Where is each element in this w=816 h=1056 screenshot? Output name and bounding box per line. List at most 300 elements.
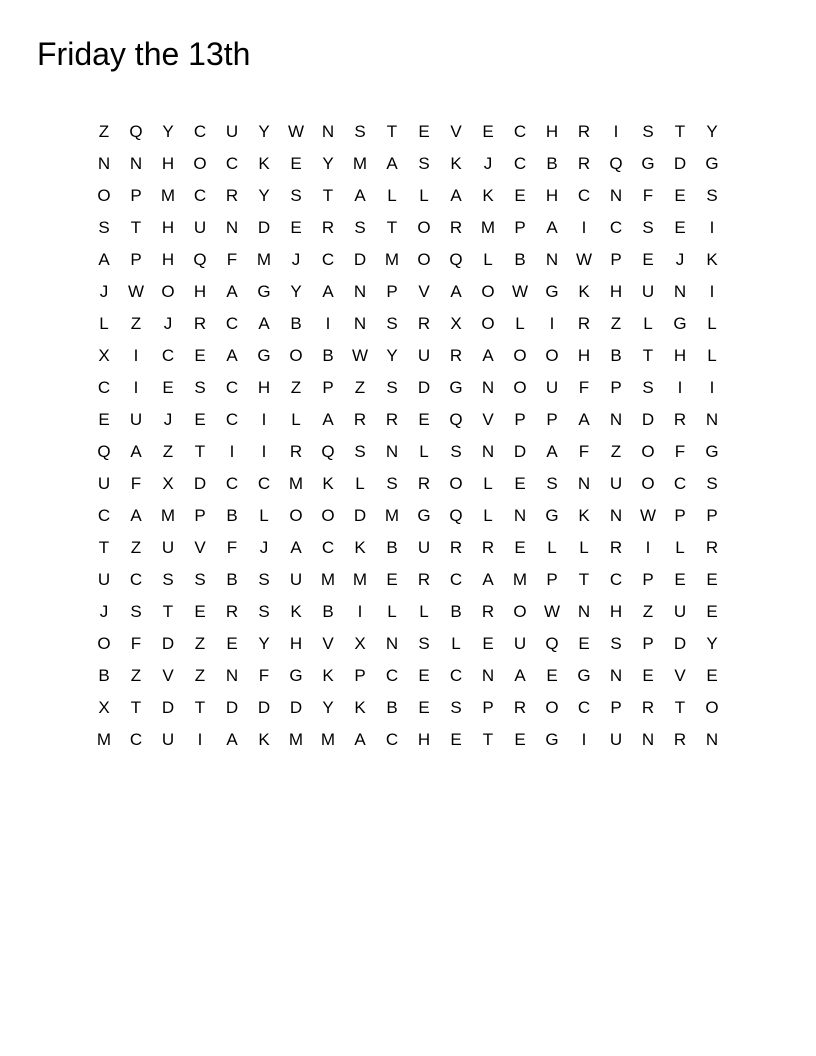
grid-letter: B xyxy=(386,537,398,557)
grid-letter: E xyxy=(194,409,206,429)
grid-letter: S xyxy=(130,601,142,621)
grid-letter: V xyxy=(322,633,334,653)
grid-letter: G xyxy=(705,441,719,461)
grid-letter: Q xyxy=(609,153,623,173)
grid-letter: S xyxy=(354,441,366,461)
grid-letter: M xyxy=(256,249,272,269)
grid-letter: E xyxy=(98,409,110,429)
grid-letter: C xyxy=(609,217,623,237)
grid-letter: A xyxy=(226,729,238,749)
grid-letter: H xyxy=(417,729,431,749)
grid-letter: M xyxy=(96,729,112,749)
grid-letter: E xyxy=(482,121,494,141)
grid-letter: M xyxy=(352,569,368,589)
grid-letter: E xyxy=(226,633,238,653)
grid-letter: T xyxy=(130,697,142,717)
grid-letter: D xyxy=(161,697,175,717)
grid-letter: R xyxy=(609,537,623,557)
grid-letter: A xyxy=(450,281,462,301)
grid-letter: M xyxy=(320,569,336,589)
page-title: Friday the 13th xyxy=(37,36,251,72)
grid-letter: K xyxy=(322,665,334,685)
grid-letter: O xyxy=(97,633,111,653)
grid-letter: K xyxy=(578,281,590,301)
grid-letter: Y xyxy=(386,345,398,365)
grid-letter: C xyxy=(449,569,463,589)
grid-letter: J xyxy=(259,537,269,557)
grid-letter: U xyxy=(161,537,175,557)
grid-letter: C xyxy=(577,697,591,717)
grid-letter: L xyxy=(579,537,589,557)
grid-letter: U xyxy=(545,377,559,397)
grid-letter: N xyxy=(481,665,495,685)
grid-letter: I xyxy=(677,377,683,397)
grid-letter: E xyxy=(290,217,302,237)
grid-letter: G xyxy=(641,153,655,173)
grid-letter: A xyxy=(578,409,590,429)
grid-letter: U xyxy=(417,345,431,365)
grid-letter: S xyxy=(642,377,654,397)
grid-letter: U xyxy=(641,281,655,301)
grid-letter: T xyxy=(674,697,686,717)
grid-letter: E xyxy=(418,121,430,141)
grid-letter: T xyxy=(642,345,654,365)
grid-letter: P xyxy=(706,505,718,525)
grid-letter: M xyxy=(160,185,176,205)
grid-letter: I xyxy=(325,313,331,333)
grid-letter: R xyxy=(449,217,463,237)
grid-letter: C xyxy=(673,473,687,493)
grid-letter: S xyxy=(418,633,430,653)
grid-letter: J xyxy=(675,249,685,269)
grid-letter: I xyxy=(197,729,203,749)
grid-letter: Z xyxy=(610,313,622,333)
grid-letter: R xyxy=(481,537,495,557)
grid-letter: N xyxy=(705,409,719,429)
grid-letter: E xyxy=(194,601,206,621)
grid-letter: E xyxy=(578,633,590,653)
grid-letter: E xyxy=(674,185,686,205)
grid-letter: B xyxy=(322,601,334,621)
grid-letter: S xyxy=(386,377,398,397)
grid-letter: E xyxy=(514,537,526,557)
grid-letter: O xyxy=(641,473,655,493)
grid-letter: G xyxy=(289,665,303,685)
grid-letter: E xyxy=(514,729,526,749)
grid-letter: L xyxy=(355,473,365,493)
grid-letter: E xyxy=(706,569,718,589)
grid-letter: J xyxy=(483,153,493,173)
grid-letter: P xyxy=(610,249,622,269)
grid-letter: S xyxy=(706,185,718,205)
grid-letter: O xyxy=(289,345,303,365)
grid-letter: N xyxy=(321,121,335,141)
grid-letter: R xyxy=(673,409,687,429)
grid-letter: D xyxy=(353,505,367,525)
grid-letter: N xyxy=(577,601,591,621)
grid-letter: G xyxy=(449,377,463,397)
grid-letter: Y xyxy=(162,121,174,141)
grid-letter: S xyxy=(258,601,270,621)
grid-letter: P xyxy=(322,377,334,397)
grid-letter: R xyxy=(673,729,687,749)
grid-letter: N xyxy=(577,473,591,493)
grid-letter: N xyxy=(513,505,527,525)
grid-letter: I xyxy=(709,217,715,237)
grid-letter: U xyxy=(609,473,623,493)
grid-letter: L xyxy=(259,505,269,525)
grid-letter: O xyxy=(417,217,431,237)
grid-letter: U xyxy=(129,409,143,429)
grid-letter: R xyxy=(481,601,495,621)
grid-letter: L xyxy=(419,185,429,205)
grid-letter: R xyxy=(577,153,591,173)
grid-letter: F xyxy=(674,441,686,461)
grid-letter: S xyxy=(194,377,206,397)
grid-letter: J xyxy=(99,281,109,301)
grid-letter: I xyxy=(133,345,139,365)
grid-letter: U xyxy=(673,601,687,621)
grid-letter: D xyxy=(289,697,303,717)
grid-letter: Z xyxy=(642,601,654,621)
grid-letter: C xyxy=(513,121,527,141)
grid-letter: C xyxy=(129,569,143,589)
grid-letter: T xyxy=(162,601,174,621)
grid-letter: M xyxy=(288,729,304,749)
grid-letter: Y xyxy=(258,633,270,653)
grid-letter: A xyxy=(258,313,270,333)
grid-letter: G xyxy=(673,313,687,333)
grid-letter: C xyxy=(449,665,463,685)
grid-letter: Q xyxy=(129,121,143,141)
grid-letter: V xyxy=(674,665,686,685)
grid-letter: R xyxy=(705,537,719,557)
grid-letter: C xyxy=(225,409,239,429)
grid-letter: D xyxy=(353,249,367,269)
grid-letter: E xyxy=(418,409,430,429)
grid-letter: A xyxy=(354,729,366,749)
grid-letter: S xyxy=(162,569,174,589)
grid-letter: Y xyxy=(706,633,718,653)
grid-letter: P xyxy=(546,569,558,589)
grid-letter: S xyxy=(194,569,206,589)
grid-letter: C xyxy=(129,729,143,749)
grid-letter: R xyxy=(417,473,431,493)
grid-letter: C xyxy=(161,345,175,365)
grid-letter: S xyxy=(642,217,654,237)
grid-letter: S xyxy=(642,121,654,141)
grid-letter: L xyxy=(419,441,429,461)
grid-letter: H xyxy=(257,377,271,397)
grid-letter: T xyxy=(130,217,142,237)
grid-letter: K xyxy=(354,537,366,557)
grid-letter: A xyxy=(514,665,526,685)
grid-letter: Z xyxy=(162,441,174,461)
grid-letter: T xyxy=(98,537,110,557)
grid-letter: C xyxy=(321,537,335,557)
grid-letter: P xyxy=(674,505,686,525)
grid-letter: Q xyxy=(449,409,463,429)
grid-letter: B xyxy=(98,665,110,685)
grid-letter: D xyxy=(673,153,687,173)
grid-letter: N xyxy=(609,665,623,685)
grid-letter: U xyxy=(97,569,111,589)
grid-letter: R xyxy=(225,601,239,621)
grid-letter: B xyxy=(226,505,238,525)
grid-letter: E xyxy=(514,185,526,205)
grid-letter: C xyxy=(257,473,271,493)
grid-letter: S xyxy=(354,121,366,141)
grid-letter: J xyxy=(163,313,173,333)
grid-letter: O xyxy=(545,345,559,365)
grid-letter: B xyxy=(610,345,622,365)
grid-letter: Q xyxy=(545,633,559,653)
grid-letter: O xyxy=(449,473,463,493)
grid-letter: F xyxy=(130,633,142,653)
grid-letter: I xyxy=(261,441,267,461)
grid-letter: Q xyxy=(193,249,207,269)
grid-letter: O xyxy=(513,377,527,397)
grid-letter: R xyxy=(641,697,655,717)
grid-letter: M xyxy=(288,473,304,493)
grid-letter: M xyxy=(320,729,336,749)
grid-letter: A xyxy=(386,153,398,173)
grid-letter: T xyxy=(386,121,398,141)
grid-letter: C xyxy=(225,313,239,333)
grid-letter: Y xyxy=(290,281,302,301)
grid-letter: K xyxy=(258,729,270,749)
grid-letter: N xyxy=(609,409,623,429)
grid-letter: K xyxy=(578,505,590,525)
grid-letter: O xyxy=(481,281,495,301)
grid-letter: N xyxy=(225,217,239,237)
grid-letter: P xyxy=(642,633,654,653)
grid-letter: S xyxy=(610,633,622,653)
grid-letter: A xyxy=(450,185,462,205)
grid-letter: D xyxy=(673,633,687,653)
grid-letter: A xyxy=(322,281,334,301)
grid-letter: C xyxy=(385,729,399,749)
grid-letter: B xyxy=(290,313,302,333)
grid-letter: C xyxy=(225,153,239,173)
grid-letter: P xyxy=(130,185,142,205)
grid-letter: Z xyxy=(290,377,302,397)
grid-letter: S xyxy=(450,441,462,461)
grid-letter: O xyxy=(97,185,111,205)
grid-letter: T xyxy=(322,185,334,205)
grid-letter: G xyxy=(257,345,271,365)
grid-letter: K xyxy=(482,185,494,205)
grid-letter: P xyxy=(546,409,558,429)
grid-letter: N xyxy=(353,313,367,333)
grid-letter: G xyxy=(577,665,591,685)
grid-letter: N xyxy=(609,185,623,205)
grid-letter: R xyxy=(449,345,463,365)
grid-letter: A xyxy=(482,569,494,589)
grid-letter: P xyxy=(482,697,494,717)
grid-letter: N xyxy=(641,729,655,749)
grid-letter: U xyxy=(513,633,527,653)
grid-letter: V xyxy=(418,281,430,301)
grid-letter: O xyxy=(161,281,175,301)
grid-letter: N xyxy=(673,281,687,301)
grid-letter: U xyxy=(417,537,431,557)
grid-letter: O xyxy=(417,249,431,269)
grid-letter: I xyxy=(549,313,555,333)
grid-letter: B xyxy=(450,601,462,621)
grid-letter: O xyxy=(289,505,303,525)
grid-letter: D xyxy=(257,217,271,237)
grid-letter: C xyxy=(513,153,527,173)
grid-letter: N xyxy=(385,441,399,461)
grid-letter: Q xyxy=(321,441,335,461)
grid-letter: L xyxy=(451,633,461,653)
grid-letter: B xyxy=(386,697,398,717)
grid-letter: S xyxy=(450,697,462,717)
grid-letter: T xyxy=(386,217,398,237)
grid-letter: L xyxy=(387,601,397,621)
grid-letter: B xyxy=(322,345,334,365)
grid-letter: N xyxy=(353,281,367,301)
grid-letter: P xyxy=(130,249,142,269)
grid-letter: M xyxy=(512,569,528,589)
grid-letter: Z xyxy=(610,441,622,461)
grid-letter: S xyxy=(386,473,398,493)
grid-letter: O xyxy=(513,601,527,621)
grid-letter: X xyxy=(98,697,110,717)
grid-letter: J xyxy=(163,409,173,429)
grid-letter: V xyxy=(450,121,462,141)
grid-letter: Y xyxy=(706,121,718,141)
grid-letter: E xyxy=(706,601,718,621)
grid-letter: Y xyxy=(258,121,270,141)
grid-letter: K xyxy=(354,697,366,717)
grid-letter: R xyxy=(417,313,431,333)
grid-letter: F xyxy=(258,665,270,685)
grid-letter: T xyxy=(578,569,590,589)
grid-letter: E xyxy=(546,665,558,685)
grid-letter: L xyxy=(291,409,301,429)
grid-letter: R xyxy=(353,409,367,429)
grid-letter: T xyxy=(482,729,494,749)
grid-letter: H xyxy=(545,121,559,141)
grid-letter: W xyxy=(127,281,145,301)
grid-letter: Z xyxy=(98,121,110,141)
grid-letter: D xyxy=(193,473,207,493)
grid-letter: S xyxy=(546,473,558,493)
grid-letter: C xyxy=(321,249,335,269)
grid-letter: A xyxy=(130,505,142,525)
grid-letter: I xyxy=(357,601,363,621)
grid-letter: R xyxy=(225,185,239,205)
grid-letter: H xyxy=(609,601,623,621)
grid-letter: U xyxy=(193,217,207,237)
grid-letter: E xyxy=(706,665,718,685)
grid-letter: S xyxy=(258,569,270,589)
grid-letter: W xyxy=(543,601,561,621)
grid-letter: N xyxy=(545,249,559,269)
grid-letter: B xyxy=(226,569,238,589)
grid-letter: F xyxy=(226,537,238,557)
grid-letter: A xyxy=(130,441,142,461)
grid-letter: R xyxy=(289,441,303,461)
grid-letter: E xyxy=(642,665,654,685)
grid-letter: Z xyxy=(130,537,142,557)
grid-letter: M xyxy=(160,505,176,525)
grid-letter: I xyxy=(581,217,587,237)
grid-letter: B xyxy=(514,249,526,269)
grid-letter: L xyxy=(483,249,493,269)
grid-letter: Q xyxy=(449,505,463,525)
grid-letter: H xyxy=(161,153,175,173)
grid-letter: M xyxy=(384,505,400,525)
grid-letter: C xyxy=(97,505,111,525)
grid-letter: R xyxy=(193,313,207,333)
grid-letter: Q xyxy=(449,249,463,269)
grid-letter: G xyxy=(545,729,559,749)
grid-letter: E xyxy=(450,729,462,749)
grid-letter: W xyxy=(351,345,369,365)
grid-letter: P xyxy=(610,377,622,397)
grid-letter: F xyxy=(578,441,590,461)
grid-letter: Y xyxy=(322,697,334,717)
grid-letter: C xyxy=(225,377,239,397)
grid-letter: X xyxy=(98,345,110,365)
grid-letter: P xyxy=(514,217,526,237)
grid-letter: O xyxy=(641,441,655,461)
grid-letter: R xyxy=(417,569,431,589)
grid-letter: C xyxy=(577,185,591,205)
grid-letter: M xyxy=(384,249,400,269)
grid-letter: C xyxy=(97,377,111,397)
grid-letter: G xyxy=(417,505,431,525)
grid-letter: A xyxy=(546,217,558,237)
grid-letter: D xyxy=(161,633,175,653)
grid-letter: K xyxy=(706,249,718,269)
grid-letter: R xyxy=(577,121,591,141)
grid-letter: O xyxy=(481,313,495,333)
grid-letter: L xyxy=(387,185,397,205)
grid-letter: V xyxy=(162,665,174,685)
grid-letter: A xyxy=(546,441,558,461)
grid-letter: L xyxy=(483,473,493,493)
grid-letter: I xyxy=(709,281,715,301)
grid-letter: Z xyxy=(130,665,142,685)
grid-letter: C xyxy=(193,121,207,141)
grid-letter: N xyxy=(225,665,239,685)
grid-letter: E xyxy=(674,217,686,237)
grid-letter: L xyxy=(707,313,717,333)
grid-letter: G xyxy=(545,281,559,301)
grid-letter: T xyxy=(194,697,206,717)
grid-letter: K xyxy=(290,601,302,621)
grid-letter: A xyxy=(322,409,334,429)
grid-letter: C xyxy=(225,473,239,493)
grid-letter: H xyxy=(289,633,303,653)
grid-letter: H xyxy=(161,217,175,237)
grid-letter: H xyxy=(609,281,623,301)
grid-letter: E xyxy=(674,569,686,589)
grid-letter: I xyxy=(581,729,587,749)
grid-letter: E xyxy=(482,633,494,653)
grid-letter: Y xyxy=(322,153,334,173)
grid-letter: H xyxy=(673,345,687,365)
grid-letter: D xyxy=(417,377,431,397)
grid-letter: P xyxy=(514,409,526,429)
grid-letter: E xyxy=(418,665,430,685)
grid-letter: C xyxy=(385,665,399,685)
grid-letter: X xyxy=(450,313,462,333)
